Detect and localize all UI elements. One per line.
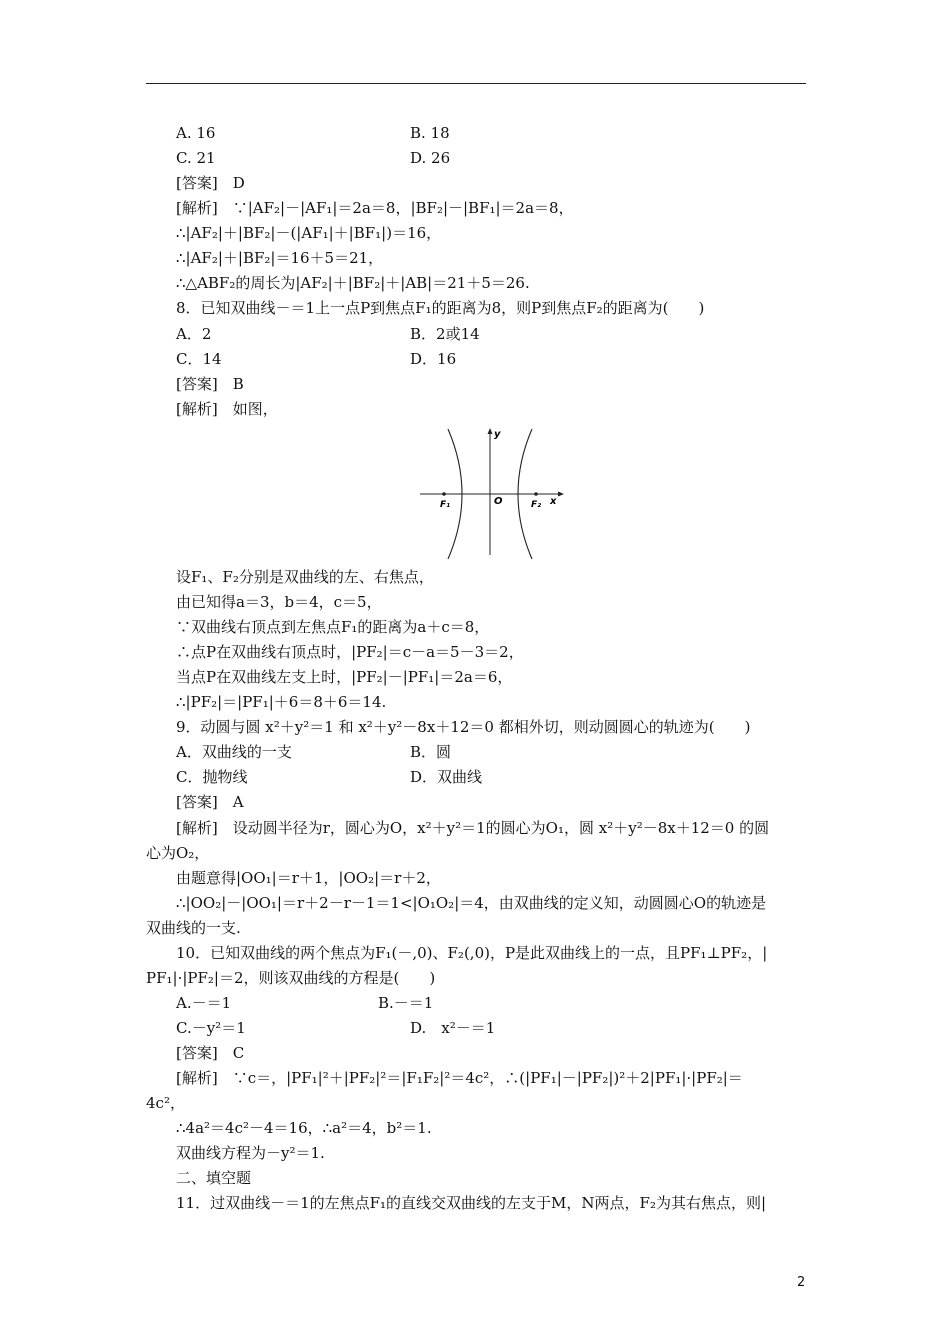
q8-option-a: A．2 (176, 325, 212, 343)
q7-option-d: D. 26 (410, 149, 451, 167)
q7-solution-line: [解析] ∵|AF₂|－|AF₁|＝2a＝8，|BF₂|－|BF₁|＝2a＝8， (176, 199, 574, 217)
q7-solution-line: ∴|AF₂|＋|BF₂|－(|AF₁|＋|BF₁|)＝16， (176, 224, 442, 242)
q10-option-c: C.－y²＝1 (176, 1019, 246, 1037)
q8-option-d: D．16 (410, 350, 457, 368)
q10-stem: PF₁|·|PF₂|＝2，则该双曲线的方程是( ) (146, 969, 436, 987)
q8-solution-line: 当点P在双曲线左支上时，|PF₂|－|PF₁|＝2a＝6， (176, 668, 513, 686)
q8-solution-line: 设F₁、F₂分别是双曲线的左、右焦点， (176, 568, 434, 586)
q10-solution-line: [解析] ∵c＝，|PF₁|²＋|PF₂|²＝|F₁F₂|²＝4c²，∴(|PF₁|－|PF₂|)²＋2|PF₁|·|PF₂|＝ (176, 1069, 743, 1087)
q10-option-b: B.－＝1 (378, 994, 434, 1012)
q8-solution-line: 由已知得a＝3，b＝4，c＝5， (176, 593, 382, 611)
q9-option-b: B．圆 (410, 743, 452, 761)
q9-option-d: D．双曲线 (410, 768, 483, 786)
q8-option-c: C．14 (176, 350, 222, 368)
x-axis-arrow (558, 492, 564, 497)
f1-label: F₁ (440, 500, 451, 510)
focus-f1-point (442, 492, 446, 496)
q10-solution-line: ∴4a²＝4c²－4＝16，∴a²＝4，b²＝1. (176, 1119, 432, 1137)
q7-option-b: B. 18 (410, 124, 450, 142)
x-axis-label: x (550, 496, 557, 507)
focus-f2-point (534, 492, 538, 496)
header-rule (146, 83, 806, 84)
q10-option-a: A.－＝1 (176, 994, 232, 1012)
q10-solution-line: 4c²， (146, 1094, 185, 1112)
q8-option-b: B．2或14 (410, 325, 480, 343)
q8-solution-line: ∴|PF₂|＝|PF₁|＋6＝8＋6＝14. (176, 693, 387, 711)
q9-solution-line: 双曲线的一支. (146, 919, 241, 937)
q9-option-c: C．抛物线 (176, 768, 248, 786)
q9-solution-line: [解析] 设动圆半径为r，圆心为O，x²＋y²＝1的圆心为O₁，圆 x²＋y²－8x＋12＝0 的圆 (176, 819, 770, 837)
q8-answer: [答案] B (176, 375, 244, 393)
y-axis-arrow (488, 428, 493, 434)
section-heading-fill-in: 二、填空题 (176, 1169, 252, 1187)
q9-answer: [答案] A (176, 793, 244, 811)
q10-answer: [答案] C (176, 1044, 245, 1062)
hyperbola-figure (410, 425, 570, 560)
q9-stem: 9．动圆与圆 x²＋y²＝1 和 x²＋y²－8x＋12＝0 都相外切，则动圆圆心的轨迹为( ) (176, 718, 751, 736)
q7-option-c: C. 21 (176, 149, 216, 167)
q8-solution-line: ∴点P在双曲线右顶点时，|PF₂|＝c－a＝5－3＝2， (176, 643, 524, 661)
q7-solution-line: ∴△ABF₂的周长为|AF₂|＋|BF₂|＋|AB|＝21＋5＝26. (176, 274, 530, 292)
page-number: 2 (797, 1275, 806, 1290)
q9-option-a: A．双曲线的一支 (176, 743, 292, 761)
q7-solution-line: ∴|AF₂|＋|BF₂|＝16＋5＝21， (176, 249, 384, 267)
q8-solution-line: ∵双曲线右顶点到左焦点F₁的距离为a＋c＝8， (176, 618, 490, 636)
q10-solution-line: 双曲线方程为－y²＝1. (176, 1144, 325, 1162)
q8-solution-line: [解析] 如图， (176, 400, 278, 418)
y-axis-label: y (494, 429, 501, 440)
origin-label: O (494, 496, 503, 507)
q8-stem: 8．已知双曲线－＝1上一点P到焦点F₁的距离为8，则P到焦点F₂的距离为( ) (176, 299, 705, 317)
f2-label: F₂ (531, 500, 542, 510)
q9-solution-line: 心为O₂， (146, 844, 210, 862)
q10-option-d: D. x²－＝1 (410, 1019, 496, 1037)
q9-solution-line: ∴|OO₂|－|OO₁|＝r＋2－r－1＝1<|O₁O₂|＝4，由双曲线的定义知，动圆圆心O的轨迹是 (176, 894, 767, 912)
q9-solution-line: 由题意得|OO₁|＝r＋1，|OO₂|＝r＋2， (176, 869, 441, 887)
q10-stem: 10．已知双曲线的两个焦点为F₁(－,0)、F₂(,0)，P是此双曲线上的一点，且PF₁⊥PF₂，| (176, 944, 768, 962)
q7-answer: [答案] D (176, 174, 245, 192)
q11-stem: 11．过双曲线－＝1的左焦点F₁的直线交双曲线的左支于M，N两点，F₂为其右焦点，则| (176, 1194, 767, 1212)
q7-option-a: A. 16 (176, 124, 216, 142)
